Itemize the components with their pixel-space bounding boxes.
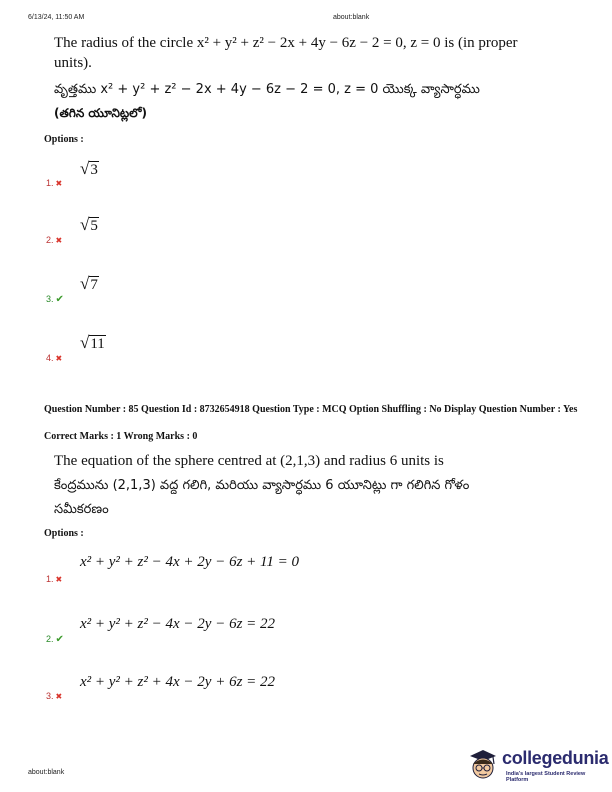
q1-telugu-units: (తగిన యూనిట్లలో) [54,106,148,120]
cross-mark-icon: ✖ [55,575,63,584]
q2-marks-line: Correct Marks : 1 Wrong Marks : 0 [44,431,198,442]
check-mark-icon: ✔ [55,634,64,645]
print-page-title: about:blank [333,14,370,21]
q2-option-3-value[interactable]: x² + y² + z² + 4x − 2y + 6z = 22 [80,674,276,690]
q1-option-3-number: 3. ✔ [46,294,64,305]
collegedunia-logo [466,742,609,788]
q2-telugu-text-2: సమీకరణం [54,502,109,517]
q1-option-2-value[interactable]: √5 [80,215,98,234]
q2-telugu-text: కేంద్రమును (2,1,3) వద్ద గలిగి, మరియు వ్యాసార్ధము 6 యూనిట్లు గా గలిగిన గోళం [54,478,470,493]
q1-option-4-number: 4. ✖ [46,353,63,363]
cross-mark-icon: ✖ [55,236,63,245]
mascot-icon [466,746,500,780]
q1-telugu-text: వృత్తము x² + y² + z² − 2x + 4y − 6z − 2 = 0, z = 0 యొక్క వ్యాసార్ధము [54,82,480,97]
cross-mark-icon: ✖ [55,692,63,701]
logo-tagline: India's largest Student Review Platform [506,771,586,783]
q2-english-text: The equation of the sphere centred at (2,1,3) and radius 6 units is [54,453,444,469]
q2-option-2-value[interactable]: x² + y² + z² − 4x − 2y − 6z = 22 [80,616,276,632]
q1-english-text: The radius of the circle x² + y² + z² − 2x + 4y − 6z − 2 = 0, z = 0 is (in proper units). [54,35,518,71]
cross-mark-icon: ✖ [55,354,63,363]
q1-option-4-value[interactable]: √11 [80,333,105,352]
q2-option-3-number: 3. ✖ [46,691,63,701]
q2-option-1-value[interactable]: x² + y² + z² − 4x + 2y − 6z + 11 = 0 [80,554,300,570]
q2-options-label: Options : [44,528,84,539]
check-mark-icon: ✔ [55,294,64,305]
q2-option-2-number: 2. ✔ [46,634,64,645]
q1-option-1-value[interactable]: √3 [80,159,98,178]
q2-option-1-number: 1. ✖ [46,574,63,584]
print-datetime: 6/13/24, 11:50 AM [28,14,85,21]
q1-option-1-number: 1. ✖ [46,178,63,188]
q1-options-label: Options : [44,134,84,145]
logo-wordmark: collegedunia [502,748,609,768]
q1-option-3-value[interactable]: √7 [80,274,98,293]
cross-mark-icon: ✖ [55,179,63,188]
print-footer-url: about:blank [28,769,65,776]
q2-meta-line: Question Number : 85 Question Id : 8732654918 Question Type : MCQ Option Shuffling : No Display Question Number : Yes [44,404,578,415]
q1-option-2-number: 2. ✖ [46,235,63,245]
